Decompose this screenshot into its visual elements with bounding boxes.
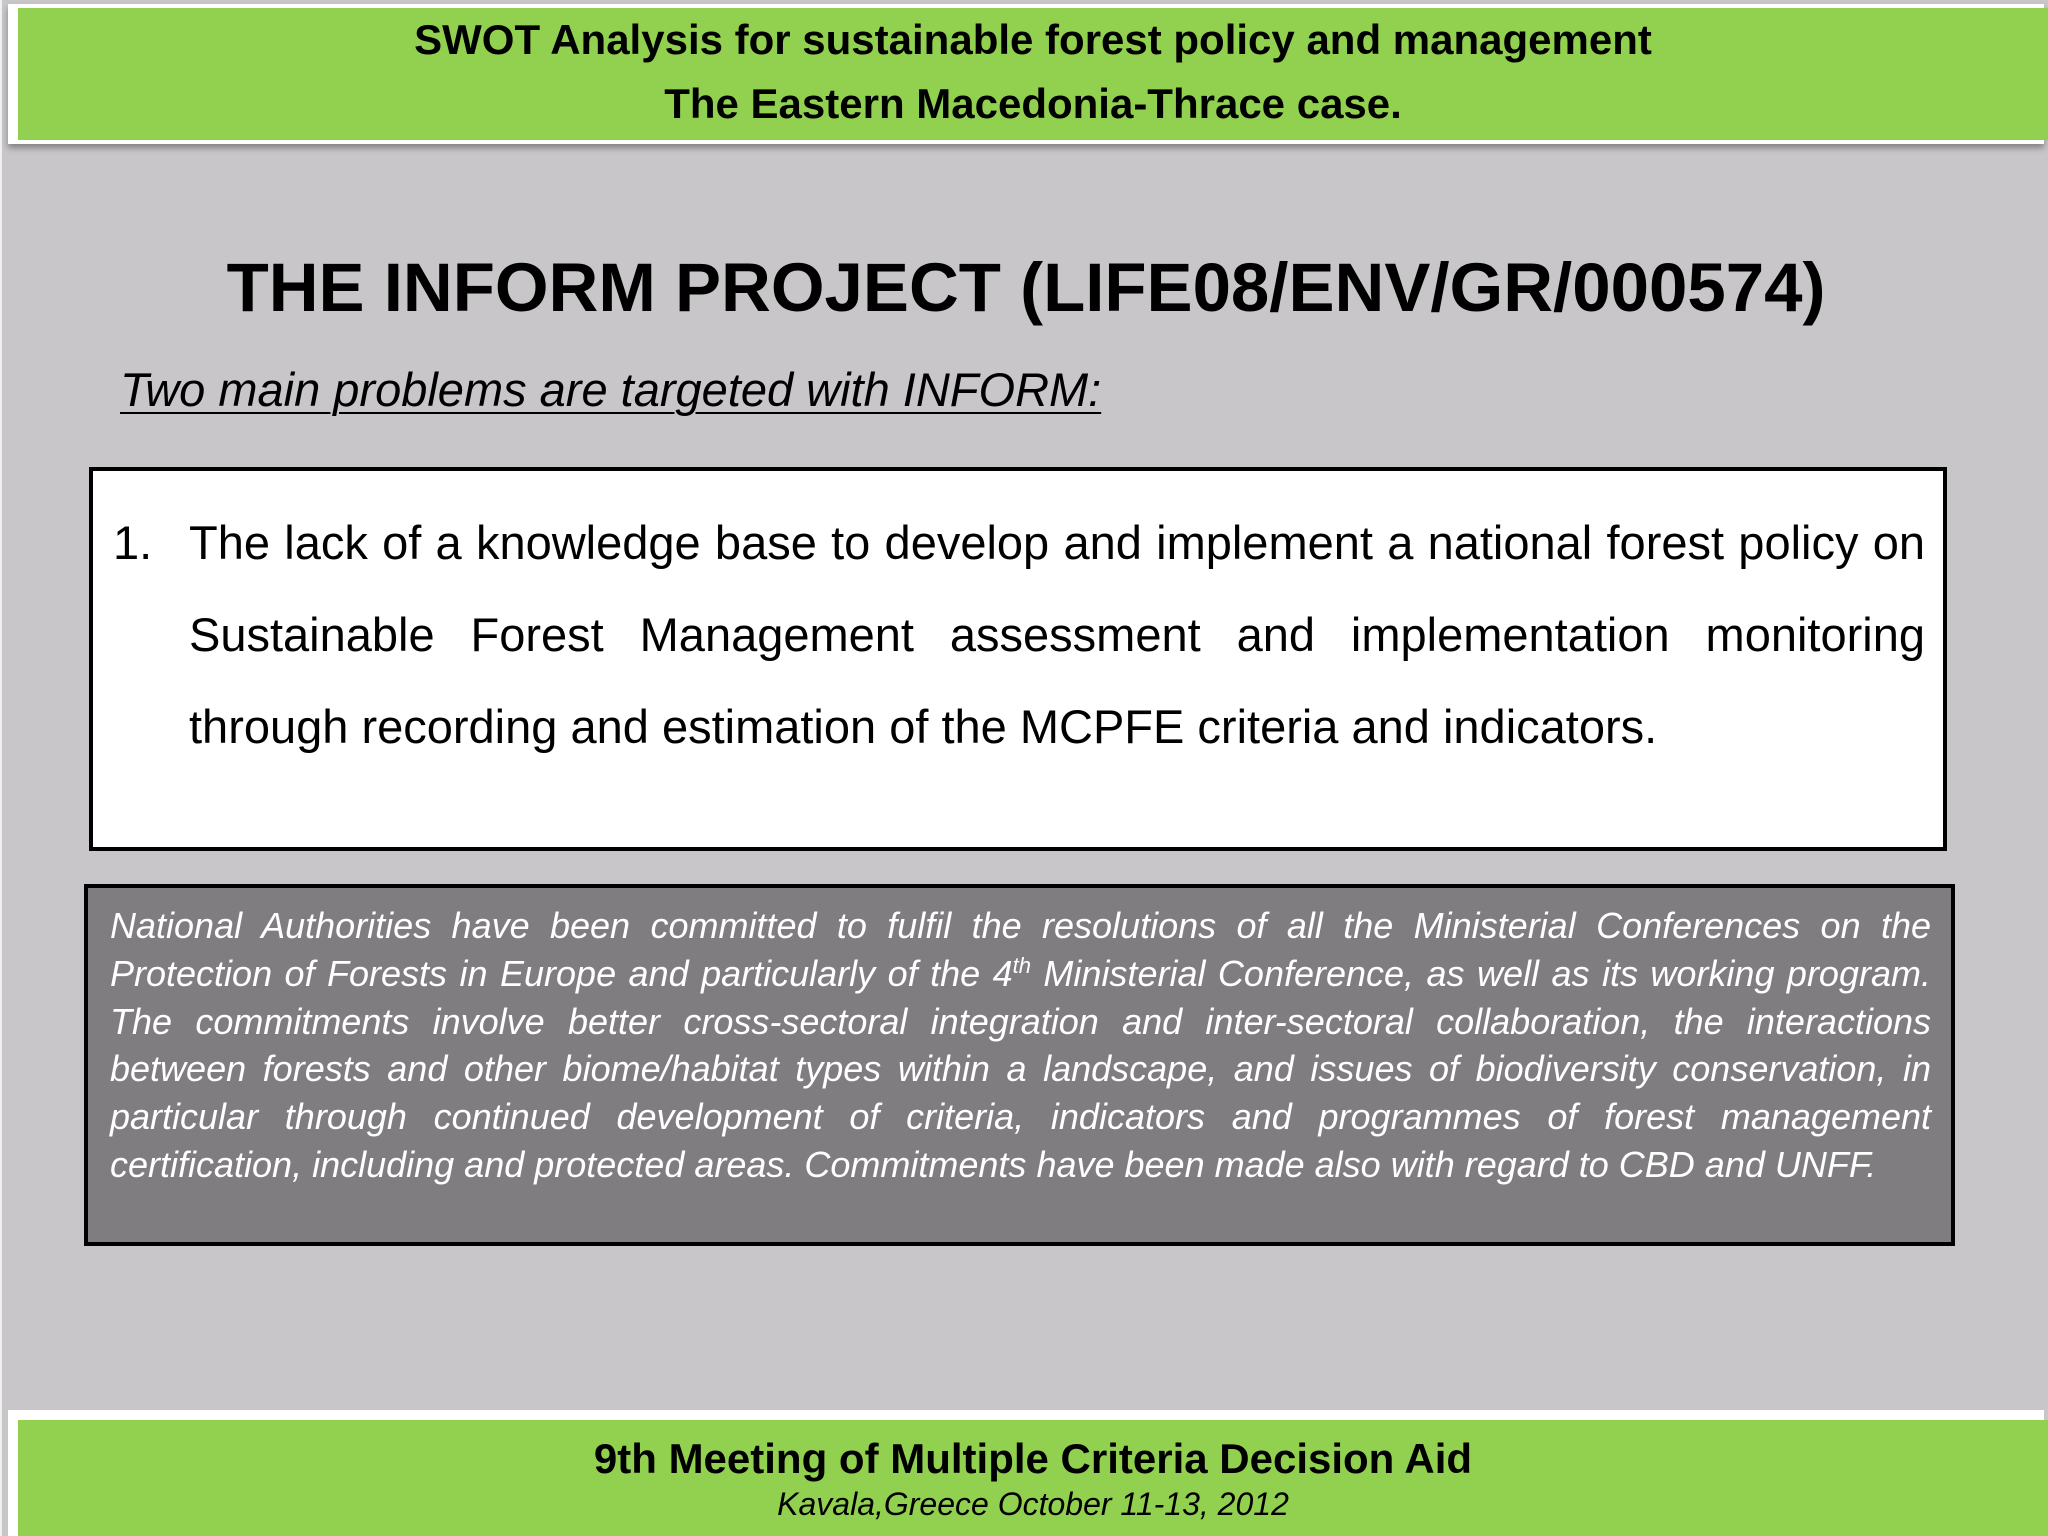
note-superscript: th (1012, 952, 1031, 978)
header-title-line-2: The Eastern Macedonia-Thrace case. (664, 80, 1402, 127)
header-banner (18, 8, 2048, 140)
footer-band (8, 1410, 2044, 1536)
problem-number: 1. (113, 516, 153, 569)
footer-banner (18, 1420, 2048, 1536)
footer-subtitle: Kavala,Greece October 11-13, 2012 (777, 1486, 1289, 1522)
note-text-start: National Authorities have been committed to fulfil the resolutions of all the Ministerial Conferences on the Protection of Forests in Europe and particularly of the 4 (110, 905, 1931, 994)
slide-title: THE INFORM PROJECT (LIFE08/ENV/GR/000574) (226, 249, 1826, 326)
problem-text: The lack of a knowledge base to develop and implement a national forest policy on Sustainable Forest Management assessment and implementation monitoring through recording and estimation of the MCPFE criteria and indicators. (189, 516, 1925, 753)
note-text (110, 902, 1931, 1189)
slide-subtitle: Two main problems are targeted with INFORM: (120, 363, 1102, 416)
note-text-end: Ministerial Conference, as well as its working program. The commitments involve better cross-sectoral integration and inter-sectoral collaboration, the interactions between forests and other biome/habitat types within a landscape, and issues of biodiversity conservation, in particular through continued development of criteria, indicators and programmes of forest management certification, including and protected areas. Commitments have been made also with regard to CBD and UNFF. (110, 952, 1931, 1185)
footer-title: 9th Meeting of Multiple Criteria Decision Aid (593, 1435, 1473, 1482)
problem-box (89, 467, 1947, 851)
note-box (84, 884, 1955, 1246)
header-title-line-1: SWOT Analysis for sustainable forest policy and management (414, 16, 1652, 63)
header-band (8, 4, 2044, 144)
